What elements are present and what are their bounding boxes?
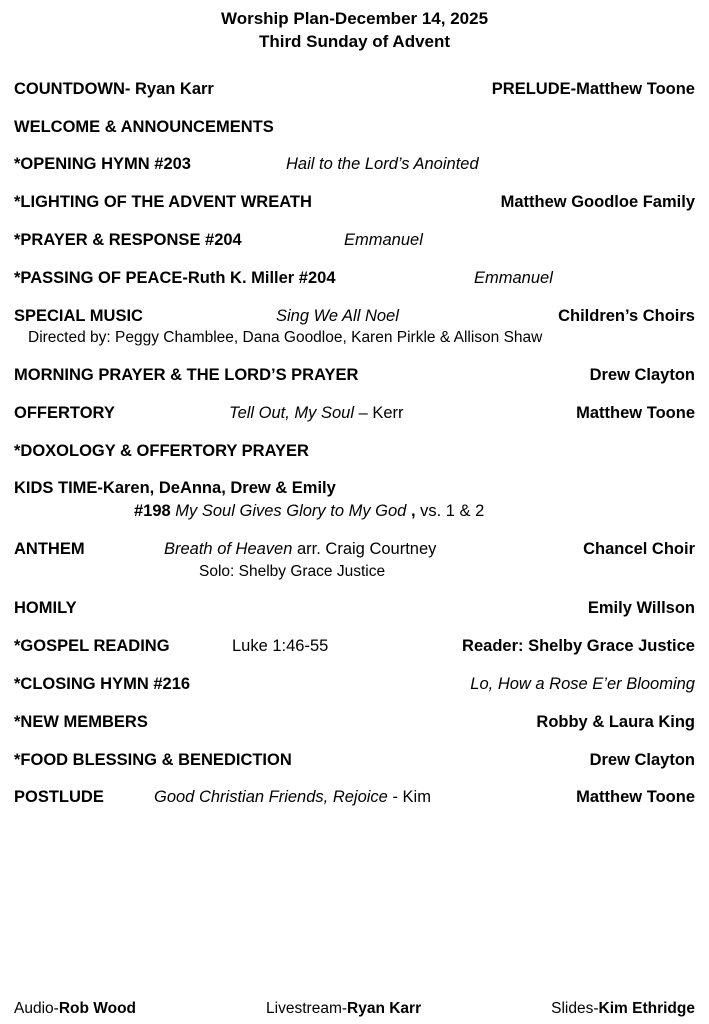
item-right-label: Emily Willson (587, 599, 695, 618)
item-right-label: Drew Clayton (589, 750, 695, 769)
livestream-label: Livestream- (266, 1000, 348, 1017)
item-left-label: WELCOME & ANNOUNCEMENTS (14, 117, 274, 136)
order-item-prayer-response (14, 231, 695, 251)
item-left-label: *CLOSING HYMN #216 (14, 675, 191, 694)
item-right-label: PRELUDE-Matthew Toone (491, 79, 695, 98)
item-left-label: MORNING PRAYER & THE LORD’S PRAYER (14, 366, 359, 385)
item-left-label: *PASSING OF PEACE-Ruth K. Miller #204 (14, 268, 336, 287)
item-title-italic: Breath of Heaven (164, 540, 293, 559)
item-right-label: Reader: Shelby Grace Justice (462, 637, 695, 656)
item-title-italic: Tell Out, My Soul (229, 403, 355, 422)
item-title-italic: Sing We All Noel (276, 306, 399, 325)
item-right-label: Matthew Goodloe Family (500, 193, 695, 212)
item-title-plain: arr. Craig Courtney (292, 540, 437, 559)
item-left-label: POSTLUDE (14, 788, 104, 807)
item-title-italic: Hail to the Lord’s Anointed (286, 155, 479, 174)
order-item-kids-time (14, 479, 695, 522)
tech-credits-footer (14, 1000, 695, 1018)
item-title-italic: Good Christian Friends, Rejoice (154, 788, 388, 807)
order-item-anthem (14, 540, 695, 581)
item-right-label: Children’s Choirs (558, 306, 695, 325)
item-right-label: Robby & Laura King (536, 712, 695, 731)
item-left-label: ANTHEM (14, 540, 85, 559)
item-left-label: *NEW MEMBERS (14, 712, 148, 731)
item-right-label: Matthew Toone (576, 788, 695, 807)
order-item-special-music (14, 307, 695, 348)
item-left-label: SPECIAL MUSIC (14, 306, 143, 325)
item-left-label: *LIGHTING OF THE ADVENT WREATH (14, 193, 312, 212)
audio-label: Audio- (14, 1000, 59, 1017)
order-item-advent-wreath (14, 193, 695, 213)
order-item-closing-hymn (14, 675, 695, 695)
item-title-plain: – Kerr (354, 403, 404, 422)
item-left-label: *OPENING HYMN #203 (14, 155, 191, 174)
kids-time-hymn-number: #198 (134, 502, 176, 521)
kids-time-comma: , (410, 502, 416, 521)
order-item-opening-hymn (14, 155, 695, 175)
item-right-label: Drew Clayton (589, 366, 695, 385)
order-item-offertory (14, 404, 695, 424)
order-item-doxology (14, 442, 695, 462)
item-left-label: *PRAYER & RESPONSE #204 (14, 231, 242, 250)
item-left-label: *GOSPEL READING (14, 637, 170, 656)
kids-time-hymn-title: My Soul Gives Glory to My God (175, 502, 411, 521)
item-right-label: Chancel Choir (583, 540, 695, 559)
item-title-plain: - Kim (387, 788, 431, 807)
livestream-credit (266, 1000, 421, 1018)
item-title-italic: Emmanuel (344, 231, 423, 250)
kids-time-verses: vs. 1 & 2 (415, 502, 485, 521)
order-item-homily (14, 599, 695, 619)
order-item-food-blessing (14, 751, 695, 771)
item-left-label: HOMILY (14, 599, 77, 618)
order-item-passing-of-peace (14, 269, 695, 289)
slides-label: Slides- (551, 1000, 599, 1017)
item-left-label: *FOOD BLESSING & BENEDICTION (14, 750, 292, 769)
item-subtitle: Solo: Shelby Grace Justice (199, 562, 386, 580)
item-left-label: OFFERTORY (14, 403, 115, 422)
slides-credit (551, 1000, 695, 1018)
order-item-gospel-reading (14, 637, 695, 657)
audio-name: Rob Wood (58, 1000, 137, 1017)
item-title-italic: Lo, How a Rose E’er Blooming (470, 675, 695, 694)
item-scripture-reference: Luke 1:46-55 (232, 637, 329, 656)
item-left-label: KIDS TIME-Karen, DeAnna, Drew & Emily (14, 479, 336, 498)
order-item-new-members (14, 713, 695, 733)
order-item-morning-prayer (14, 366, 695, 386)
title-line-2: Third Sunday of Advent (258, 31, 451, 51)
order-item-countdown (14, 80, 695, 100)
page-title (14, 8, 695, 54)
order-item-welcome (14, 118, 695, 138)
item-subtitle: Directed by: Peggy Chamblee, Dana Goodloe, Karen Pirkle & Allison Shaw (28, 329, 543, 347)
item-left-label: COUNTDOWN- Ryan Karr (14, 79, 214, 98)
order-item-postlude (14, 788, 695, 808)
item-title-italic: Emmanuel (474, 268, 553, 287)
title-line-1: Worship Plan-December 14, 2025 (220, 9, 489, 28)
livestream-name: Ryan Karr (347, 1000, 422, 1017)
audio-credit (14, 1000, 136, 1018)
slides-name: Kim Ethridge (598, 1000, 695, 1017)
item-right-label: Matthew Toone (576, 403, 695, 422)
item-left-label: *DOXOLOGY & OFFERTORY PRAYER (14, 441, 309, 460)
